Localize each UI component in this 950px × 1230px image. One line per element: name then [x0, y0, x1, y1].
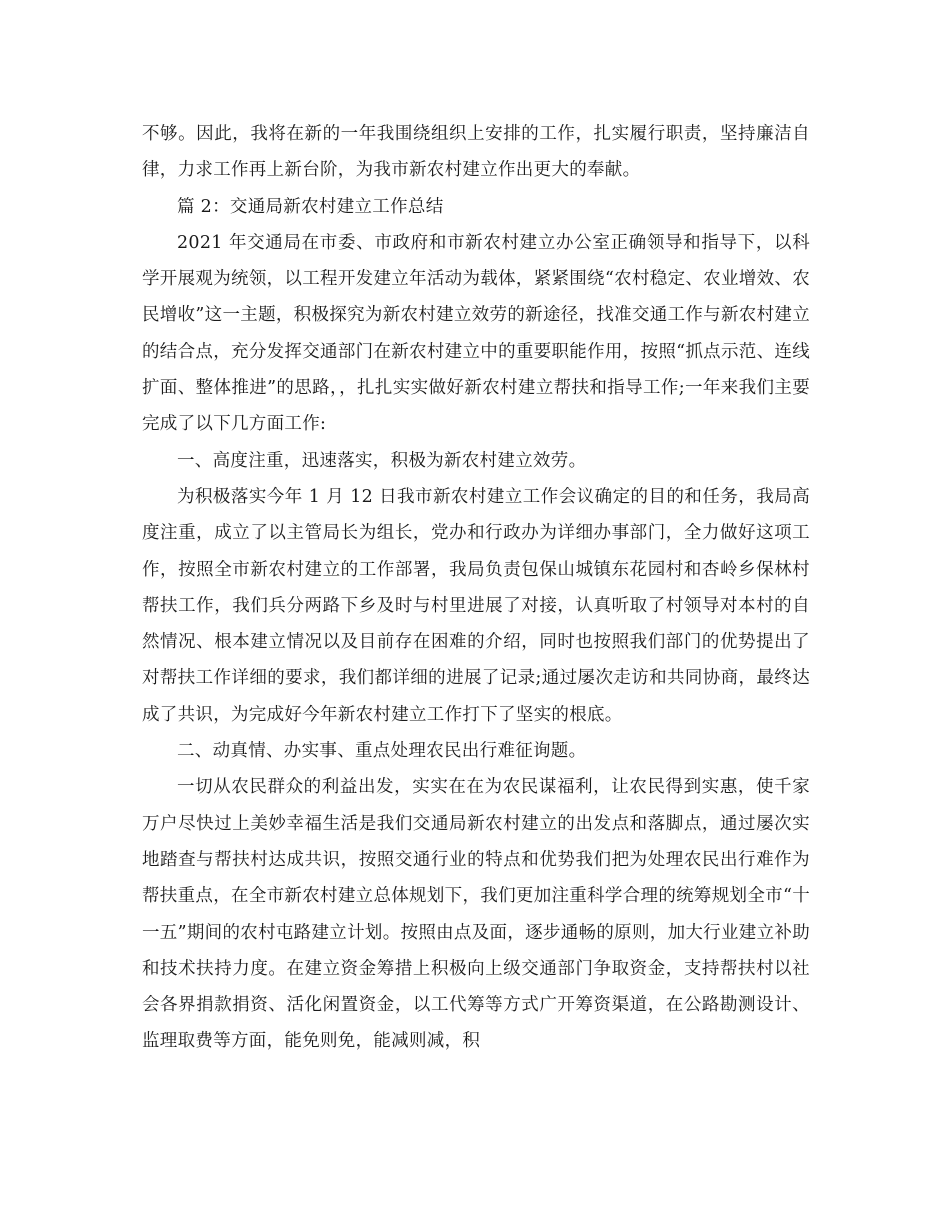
paragraph-intro: 2021 年交通局在市委、市政府和市新农村建立办公室正确领导和指导下，以科学开展观为统领，以工程开发建立年活动为载体，紧紧围绕“农村稳定、农业增效、农民增收”这一主题，积极探究为新农村建立效劳的新途径，找准交通工作与新农村建立的结合点，充分发挥交通部门在新农村建立中的重要职能作用，按照“抓点示范、连线扩面、整体推进”的思路，，扎扎实实做好新农村建立帮扶和指导工作;一年来我们主要完成了以下几方面工作: [142, 232, 810, 435]
paragraph-continuation: 不够。因此，我将在新的一年我围绕组织上安排的工作，扎实履行职责，坚持廉洁自律，力求工作再上新台阶，为我市新农村建立作出更大的奉献。 [142, 124, 810, 181]
heading-part-one: 一、高度注重，迅速落实，积极为新农村建立效劳。 [177, 450, 587, 471]
section-title: 篇 2：交通局新农村建立工作总结 [177, 196, 444, 217]
document-body [142, 116, 810, 1060]
paragraph-part-two: 一切从农民群众的利益出发，实实在在为农民谋福利，让农民得到实惠，使千家万户尽快过上美妙幸福生活是我们交通局新农村建立的出发点和落脚点，通过屡次实地踏查与帮扶村达成共识，按照交通行业的特点和优势我们把为处理农民出行难作为帮扶重点，在全市新农村建立总体规划下，我们更加注重科学合理的统筹规划全市“十一五”期间的农村屯路建立计划。按照由点及面，逐步通畅的原则，加大行业建立补助和技术扶持力度。在建立资金筹措上积极向上级交通部门争取资金，支持帮扶村以社会各界捐款捐资、活化闲置资金，以工代筹等方式广开筹资渠道，在公路勘测设计、监理取费等方面，能免则免，能减则减，积 [142, 777, 810, 1052]
paragraph-part-one: 为积极落实今年 1 月 12 日我市新农村建立工作会议确定的目的和任务，我局高度注重，成立了以主管局长为组长，党办和行政办为详细办事部门，全力做好这项工作，按照全市新农村建立的工作部署，我局负责包保山城镇东花园村和杏岭乡保林村帮扶工作，我们兵分两路下乡及时与村里进展了对接，认真听取了村领导对本村的自然情况、根本建立情况以及目前存在困难的介绍，同时也按照我们部门的优势提出了对帮扶工作详细的要求，我们都详细的进展了记录;通过屡次走访和共同协商，最终达成了共识，为完成好今年新农村建立工作打下了坚实的根底。 [142, 486, 810, 725]
heading-part-two: 二、动真情、办实事、重点处理农民出行难征询题。 [177, 741, 587, 762]
